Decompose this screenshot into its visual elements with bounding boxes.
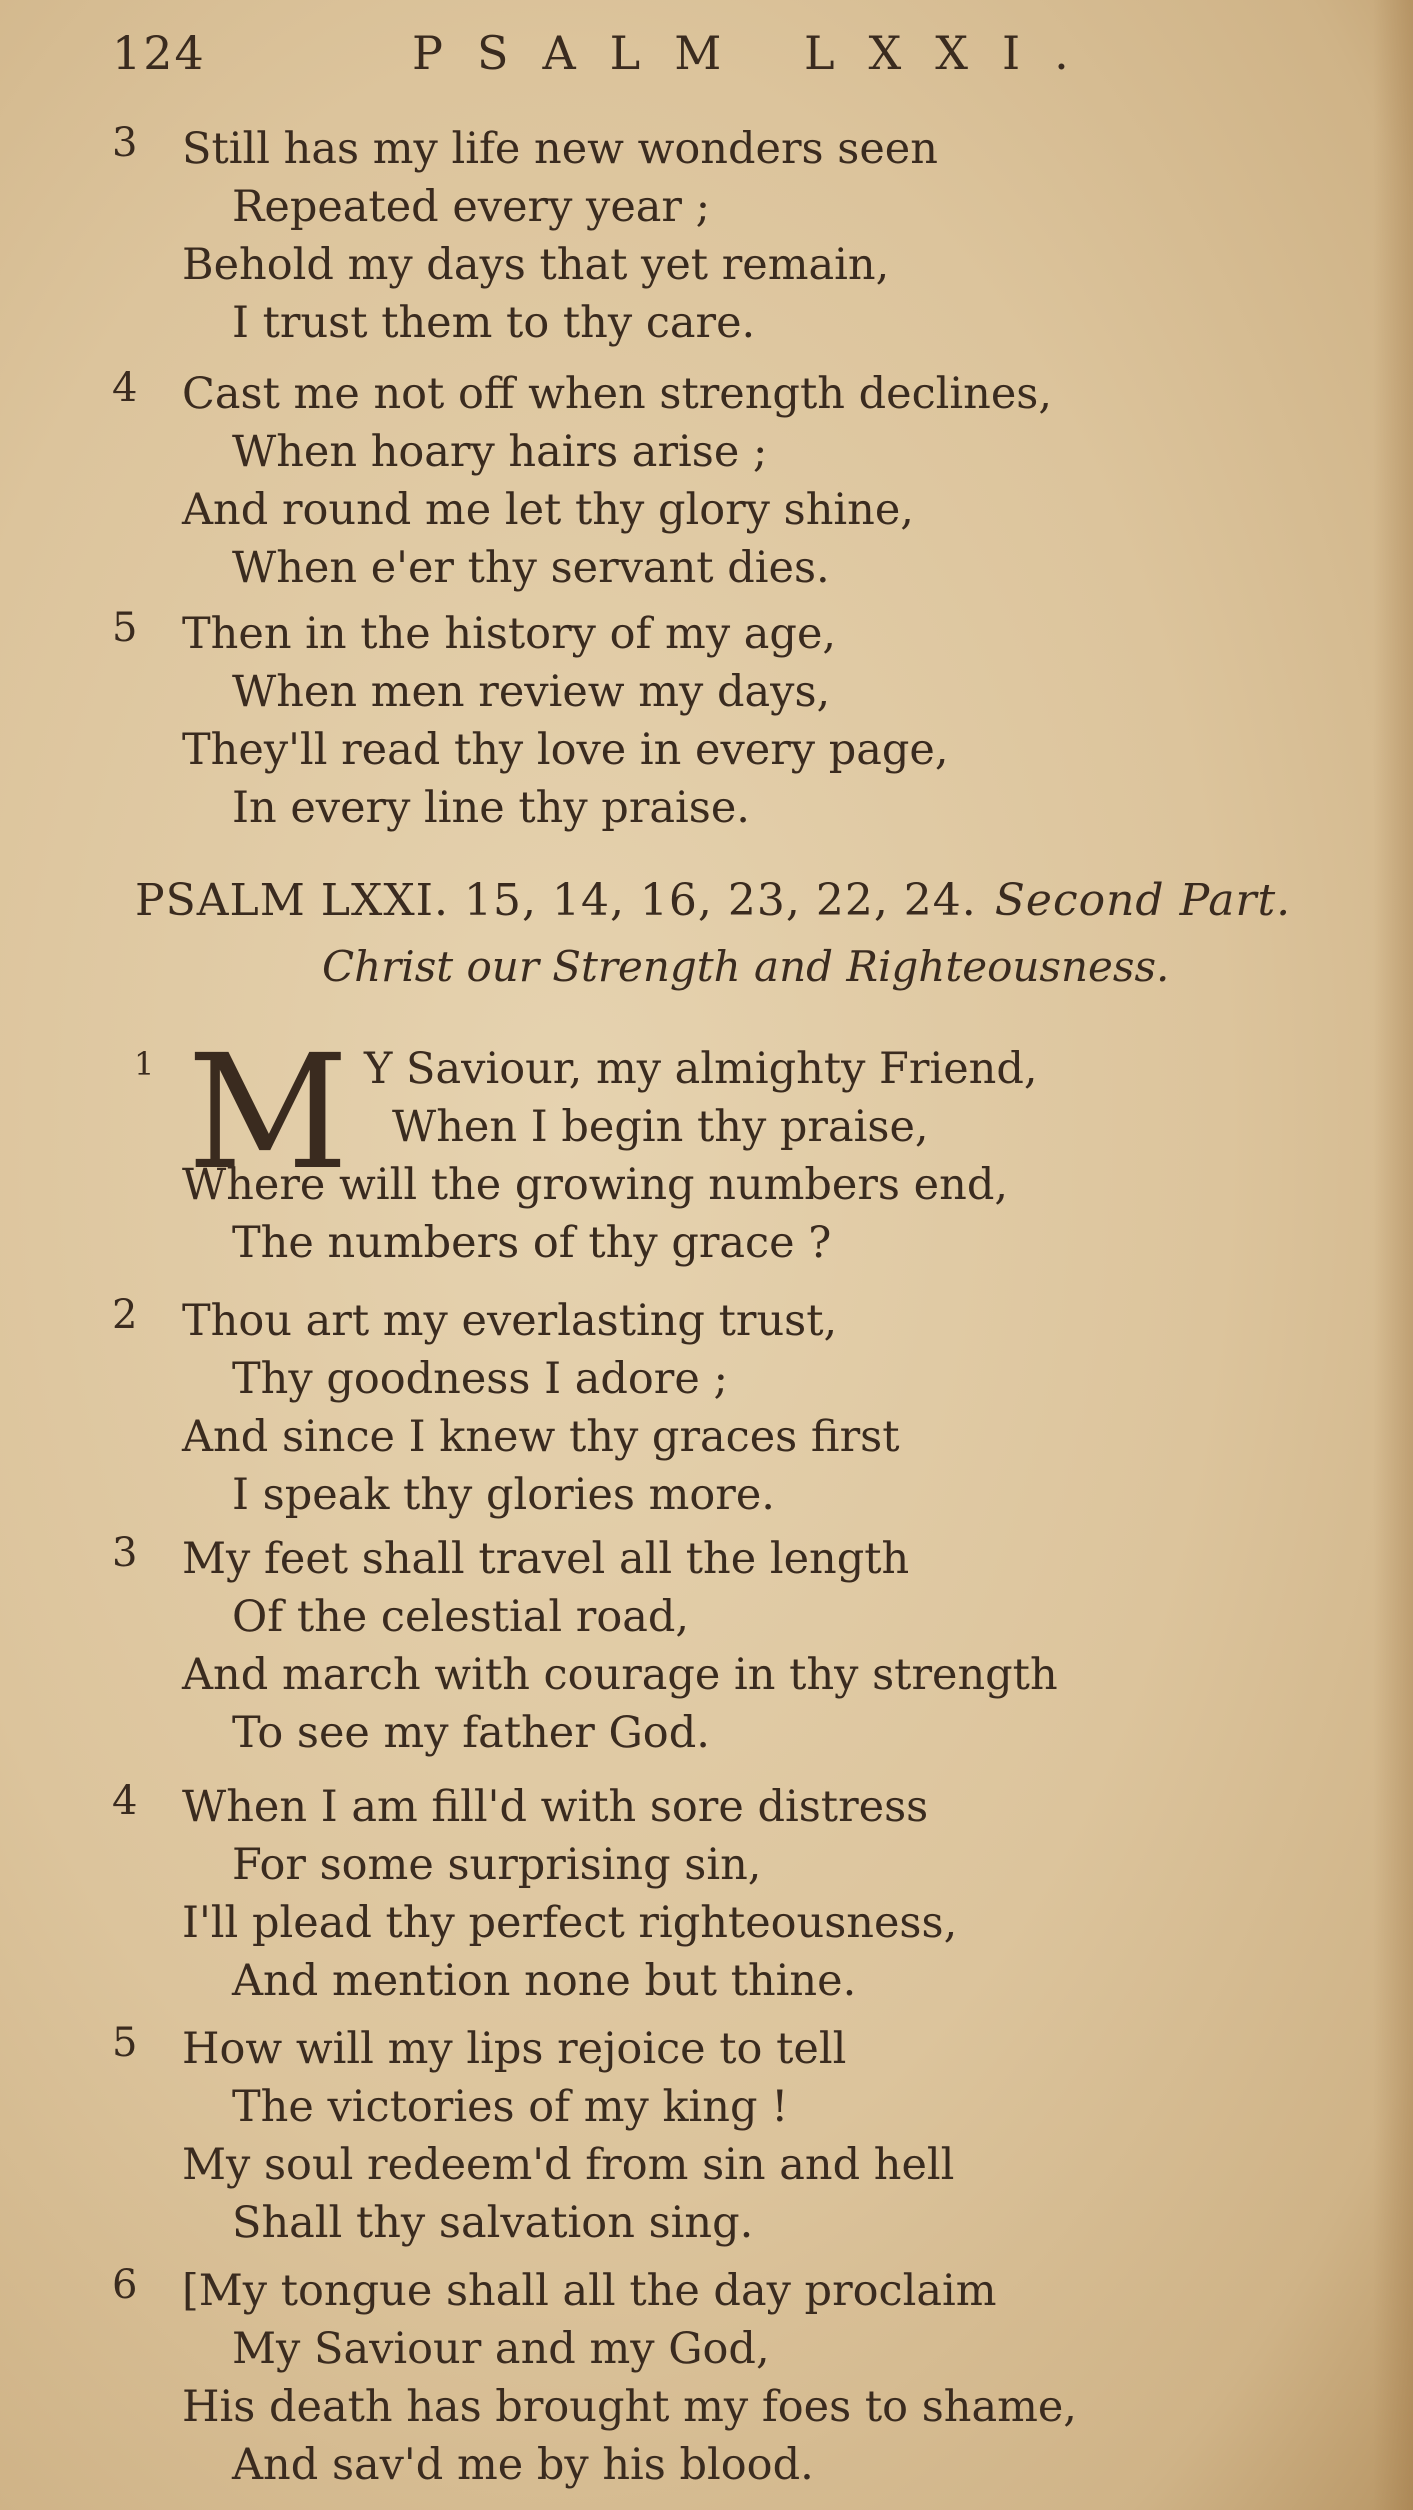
- verse-line: Thou art my everlasting trust,: [182, 1296, 838, 1346]
- verse-line: The numbers of thy grace ?: [232, 1218, 832, 1268]
- verse-line: Of the celestial road,: [232, 1592, 690, 1642]
- stanza-number: 4: [112, 1778, 138, 1824]
- stanza-1: [112, 1021, 1292, 1272]
- stanza-number: 6: [112, 2262, 138, 2308]
- verse-line: Where will the growing numbers end,: [182, 1160, 1009, 1210]
- verse-line: When e'er thy servant dies.: [232, 543, 830, 593]
- stanza-5b: [112, 2020, 1292, 2252]
- page-edge-shading: [1373, 0, 1413, 2510]
- verse-line: And march with courage in thy strength: [182, 1650, 1058, 1700]
- verse-line: My soul redeem'd from sin and hell: [182, 2140, 955, 2190]
- verse-line: And sav'd me by his blood.: [232, 2440, 814, 2490]
- section-subtitle: Christ our Strength and Righteousness.: [322, 942, 1170, 991]
- stanza-number: 2: [112, 1292, 138, 1338]
- verse-line: And since I knew thy graces first: [182, 1412, 900, 1462]
- verse-line: In every line thy praise.: [232, 783, 750, 833]
- running-title: PSALM LXXI.: [412, 26, 1103, 80]
- verse-line: [My tongue shall all the day proclaim: [182, 2266, 997, 2316]
- stanza-number: 3: [112, 120, 138, 166]
- verse-line: And mention none but thine.: [232, 1956, 857, 2006]
- verse-line: When hoary hairs arise ;: [232, 427, 768, 477]
- verse-line: My Saviour and my God,: [232, 2324, 770, 2374]
- verse-line: Behold my days that yet remain,: [182, 240, 890, 290]
- stanza-number: 5: [112, 605, 138, 651]
- verse-line: Cast me not off when strength declines,: [182, 369, 1053, 419]
- verse-line: When I begin thy praise,: [392, 1102, 929, 1152]
- verse-line: When men review my days,: [232, 667, 831, 717]
- verse-line: For some surprising sin,: [232, 1840, 762, 1890]
- verse-line: I speak thy glories more.: [232, 1470, 775, 1520]
- verse-line: Still has my life new wonders seen: [182, 124, 938, 174]
- stanza-3b: [112, 1530, 1292, 1762]
- verse-line: I trust them to thy care.: [232, 298, 756, 348]
- verse-line: Repeated every year ;: [232, 182, 711, 232]
- stanza-number: 5: [112, 2020, 138, 2066]
- stanza-number: 3: [112, 1530, 138, 1576]
- psalm-reference: PSALM LXXI. 15, 14, 16, 23, 22, 24.: [135, 875, 977, 926]
- verse-line: They'll read thy love in every page,: [182, 725, 949, 775]
- stanza-number: 1: [134, 1045, 155, 1083]
- page-header: [112, 18, 1112, 88]
- section-heading: [135, 875, 1291, 926]
- verse-line: Thy goodness I adore ;: [232, 1354, 728, 1404]
- verse-line: To see my father God.: [232, 1708, 710, 1758]
- verse-line: Shall thy salvation sing.: [232, 2198, 754, 2248]
- verse-line: I'll plead thy perfect righteousness,: [182, 1898, 958, 1948]
- verse-line: Then in the history of my age,: [182, 609, 837, 659]
- verse-line: The victories of my king !: [232, 2082, 789, 2132]
- verse-line: His death has brought my foes to shame,: [182, 2382, 1077, 2432]
- stanza-6: [112, 2262, 1292, 2494]
- stanza-5: [112, 605, 1292, 837]
- verse-line: And round me let thy glory shine,: [182, 485, 914, 535]
- stanza-3: [112, 120, 1292, 352]
- stanza-number: 4: [112, 365, 138, 411]
- verse-line: When I am fill'd with sore distress: [182, 1782, 929, 1832]
- drop-cap: M: [187, 1021, 349, 1205]
- stanza-2: [112, 1292, 1292, 1524]
- page-number: 124: [112, 26, 206, 80]
- verse-line: Y Saviour, my almighty Friend,: [364, 1044, 1038, 1094]
- stanza-4b: [112, 1778, 1292, 2010]
- part-label: Second Part.: [994, 875, 1292, 926]
- verse-line: How will my lips rejoice to tell: [182, 2024, 847, 2074]
- stanza-4: [112, 365, 1292, 597]
- verse-line: My feet shall travel all the length: [182, 1534, 910, 1584]
